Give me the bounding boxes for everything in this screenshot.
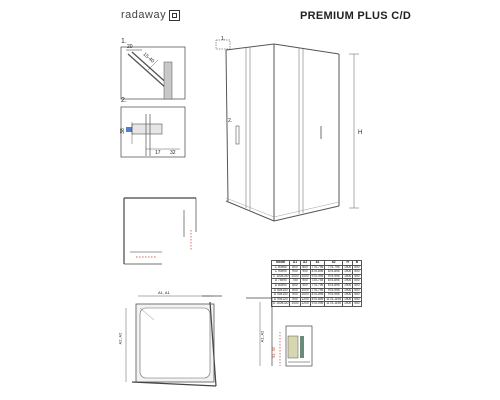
table-cell: 1900 — [344, 296, 352, 301]
table-cell: 775-795 — [311, 282, 324, 287]
table-cell: D 100x120 — [273, 301, 289, 306]
table-cell: 550 — [354, 273, 360, 278]
tray-side-label: A2, A2 — [117, 332, 123, 345]
model-title: PREMIUM PLUS C/D — [300, 10, 412, 22]
side-detail-drawing — [242, 296, 322, 372]
table-cell: 1000 — [301, 292, 309, 297]
table-cell: 800 — [290, 283, 300, 288]
table-cell: 1200 — [301, 301, 309, 306]
table-cell: 800 — [300, 265, 310, 270]
front-view-callout-right: 1. — [221, 36, 226, 42]
spec-table-header-cell: H — [343, 261, 353, 266]
table-cell: 500 — [354, 282, 360, 287]
table-cell: 1900 — [344, 269, 352, 274]
detail-2-dim-height: 38 — [119, 128, 126, 134]
detail-1-dim-a: 20 — [127, 44, 133, 50]
table-cell: 775-795 — [325, 265, 343, 270]
spec-table-header-cell: a1 — [310, 261, 325, 266]
front-view-drawing — [214, 36, 374, 226]
table-cell: 750 — [290, 279, 300, 284]
table-cell: D 80x90 — [272, 283, 290, 288]
table-cell: 1200 — [301, 296, 309, 301]
brand-name: radaway — [121, 9, 167, 21]
table-cell: 1900 — [344, 264, 352, 269]
spec-table-header-cell: A1 — [290, 261, 300, 266]
table-cell: 975-995 — [311, 273, 324, 278]
table-cell: 1175-1195 — [326, 296, 342, 301]
detail-2-number: 2. — [121, 97, 127, 104]
detail-2-dim-width: 17 — [155, 150, 161, 156]
table-cell: 875-895 — [325, 270, 343, 275]
detail-1-drawing — [118, 44, 188, 102]
table-cell: 1000 — [301, 287, 309, 292]
table-cell: 500 — [354, 287, 360, 292]
table-cell: 500 — [354, 278, 360, 283]
table-cell: 975-995 — [325, 274, 343, 279]
table-cell: 800 — [290, 288, 300, 293]
table-cell: 800 — [290, 265, 300, 270]
table-cell: 500 — [354, 269, 360, 274]
detail-2-drawing — [118, 104, 188, 160]
spec-table-header-cell: B — [353, 261, 361, 266]
table-cell: 1900 — [344, 282, 352, 287]
table-cell: 900 — [300, 279, 310, 284]
table-cell: D 75x90 — [272, 279, 290, 284]
table-cell: 775-795 — [311, 287, 324, 292]
front-view-callout-left: 2. — [228, 118, 233, 124]
table-cell: 550 — [354, 296, 360, 301]
table-cell: 875-895 — [325, 283, 343, 288]
front-view-height-label: H — [358, 130, 363, 136]
table-cell: 900 — [300, 270, 310, 275]
table-cell: 550 — [354, 292, 360, 297]
table-cell: 725-745 — [311, 278, 324, 283]
table-cell: 1900 — [344, 273, 352, 278]
spec-table-header-cell: Model — [272, 261, 290, 266]
table-cell: 875-895 — [311, 269, 324, 274]
side-detail-label: A1, A2 — [259, 330, 265, 343]
table-cell: 1000 — [291, 301, 299, 306]
brand-logo — [121, 9, 180, 21]
table-cell: 1900 — [344, 292, 352, 297]
side-detail-offset-label: 31, 32 — [271, 346, 277, 359]
spec-table-header-cell: a2 — [325, 261, 343, 266]
table-cell: 1900 — [344, 301, 352, 306]
logo-square-icon — [169, 10, 180, 21]
plan-view-drawing — [112, 192, 202, 272]
table-cell: C 80x80 — [272, 265, 290, 270]
table-cell: 1175-1195 — [326, 301, 342, 306]
table-cell: 875-895 — [311, 296, 324, 301]
table-cell: D 80x100 — [272, 288, 290, 293]
table-cell: 900 — [290, 270, 300, 275]
table-cell: 975-995 — [325, 293, 343, 298]
spec-table-header-cell: A2 — [300, 261, 310, 266]
table-cell: 1900 — [344, 287, 352, 292]
table-cell: 550 — [354, 301, 360, 306]
table-cell: 975-995 — [311, 301, 324, 306]
table-cell: 775-795 — [311, 264, 324, 269]
table-cell: 1900 — [344, 278, 352, 283]
table-cell: 1000 — [301, 273, 309, 278]
detail-2-dim-depth: 32 — [170, 150, 176, 156]
table-cell: D 90x120 — [272, 297, 290, 302]
table-cell: 900 — [290, 297, 300, 302]
table-cell: 975-995 — [325, 288, 343, 293]
table-cell: 900 — [300, 283, 310, 288]
table-cell: 875-895 — [311, 292, 324, 297]
table-cell: 1000 — [291, 273, 299, 278]
detail-1-dim-b: 15-40 — [141, 51, 156, 65]
table-cell: 900 — [290, 293, 300, 298]
table-cell: D 90x100 — [272, 293, 290, 298]
table-cell: 500 — [354, 264, 360, 269]
tray-width-label: A1, A1 — [158, 290, 170, 295]
detail-1-number: 1. — [121, 38, 127, 45]
table-cell: 875-895 — [325, 279, 343, 284]
table-cell: C 100x100 — [273, 273, 289, 278]
table-cell: C 90x90 — [272, 270, 290, 275]
tray-drawing — [112, 286, 224, 390]
